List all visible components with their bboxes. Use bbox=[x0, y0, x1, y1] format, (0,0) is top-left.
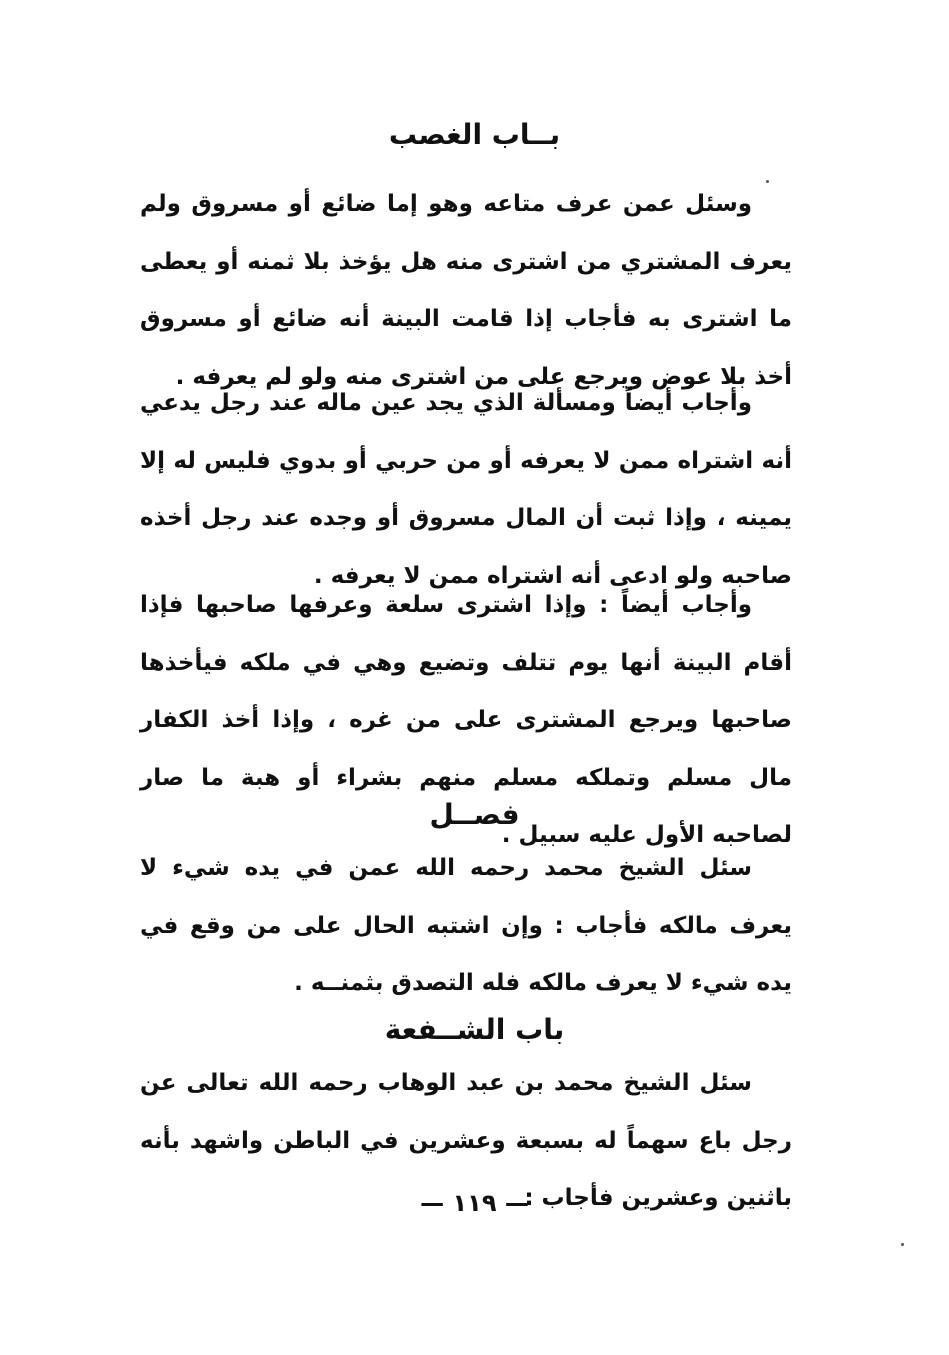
paragraph-5-text: سئل الشيخ محمد بن عبد الوهاب رحمه الله تعالى عن رجل باع سهماً له بسبعة وعشرين في الباطن واشهد بأنه باثنين وعشرين فأجاب : bbox=[140, 1070, 792, 1211]
paragraph-1-text: وسئل عمن عرف متاعه وهو إما ضائع أو مسروق ولم يعرف المشتري من اشترى منه هل يؤخذ بلا ثمنه أو يعطى ما اشترى به فأجاب إذا قامت البينة أنه ضائع أو مسروق أخذ بلا عوض ويرجع على من اشترى منه ولو لم يعرفه . bbox=[140, 191, 792, 390]
scan-speck bbox=[766, 180, 769, 183]
paragraph-2-text: وأجاب أيضاً ومسألة الذي يجد عين ماله عند رجل يدعي أنه اشتراه ممن لا يعرفه أو من حربي أو بدوي فليس له إلا يمينه ، وإذا ثبت أن المال مسروق أو وجده عند رجل أخذه صاحبه ولو ادعى أنه اشتراه ممن لا يعرفه . bbox=[140, 390, 792, 589]
chapter-heading-shufa: باب الشــفعة bbox=[384, 1013, 565, 1046]
paragraph-4-text: سئل الشيخ محمد رحمه الله عمن في يده شيء لا يعرف مالكه فأجاب : وإن اشتبه الحال على من وقع في يده شيء لا يعرف مالكه فله التصدق بثمنــه . bbox=[140, 855, 792, 996]
paragraph-2 bbox=[140, 375, 792, 605]
scan-speck bbox=[901, 1243, 904, 1246]
chapter-heading-ghasb: بــاب الغصب bbox=[388, 118, 561, 151]
paragraph-4 bbox=[140, 840, 792, 1013]
section-heading-fasl: فصــل bbox=[429, 798, 520, 831]
page-number: — ١١٩ — bbox=[420, 1189, 529, 1217]
paragraph-3-text: وأجاب أيضاً : وإذا اشترى سلعة وعرفها صاحبها فإذا أقام البينة أنها يوم تتلف وتضيع وهي في ملكه فيأخذها صاحبها ويرجع المشترى على من غره ، وإذا أخذ الكفار مال مسلم وتملكه مسلم منهم بشراء أو هبة ما صار لصاحبه الأول عليه سبيل . bbox=[140, 592, 792, 848]
paragraph-1 bbox=[140, 176, 792, 406]
